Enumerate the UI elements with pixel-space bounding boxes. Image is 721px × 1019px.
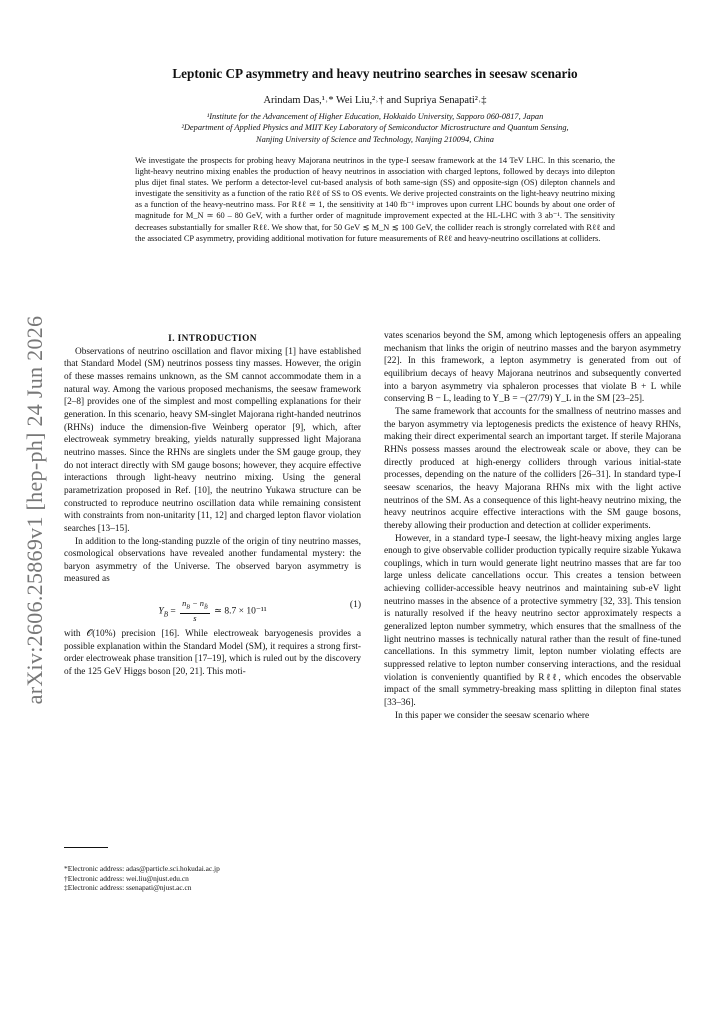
- paper-title: Leptonic CP asymmetry and heavy neutrino searches in seesaw scenario: [172, 66, 578, 81]
- arxiv-stamp-text: arXiv:2606.25869v1 [hep-ph] 24 Jun 2026: [22, 315, 47, 705]
- paragraph: In this paper we consider the seesaw scenario where: [395, 710, 590, 721]
- affiliations: [70, 111, 680, 145]
- footnote: ‡Electronic address: ssenapati@njust.ac.cn: [64, 883, 192, 893]
- paragraph: However, in a standard type-I seesaw, the light-heavy mixing angles large enough to give observable collider production typically require sizable Yukawa couplings, which in turn would generate light neutrino masses that are far too large unless delicate cancellations occur. This creates a tension between achieving collider-accessible heavy neutrinos and maintaining sub-eV light neutrino masses in the absence of a protective symmetry [32, 33]. This tension is naturally resolved if the heavy neutrino sector approximately respects a generalized lepton number symmetry, which ensures that the smallness of the light neutrino masses is technically natural rather than the result of fine-tuned cancellations. In this symmetry limit, lepton number violating effects are suppressed relative to lepton number conserving interactions, and the residual violation is conveniently quantified by Rℓℓ, which encodes the observable impact of the small symmetry-breaking mass splitting in dilepton final states [33–36].: [384, 533, 681, 709]
- equation-number: (1): [349, 600, 361, 611]
- equation-1: [64, 593, 361, 623]
- footnote: †Electronic address: wei.liu@njust.edu.cn: [64, 873, 189, 883]
- affiliation-2-cont: Nanjing University of Science and Technology, Nanjing 210094, China: [256, 134, 494, 144]
- paragraph: The same framework that accounts for the smallness of neutrino masses and the baryon asymmetry via leptogenesis predicts the existence of heavy RHNs, making their direct experimental search an important target. If sterile Majorana RHNs possess masses around the electroweak scale or above, they can be directly produced at high-energy colliders through various initial-state processes, depending on the nature of the colliders [26–31]. In standard type-I seesaw scenarios, the heavy Majorana RHNs mix with the light active neutrinos of the SM. As a consequence of this light-heavy neutrino mixing, the heavy neutrinos acquire effective interactions with the SM gauge bosons, thereby allowing their production and detection at collider experiments.: [384, 406, 681, 531]
- left-column: [64, 333, 361, 679]
- section-heading: I. INTRODUCTION: [168, 334, 257, 344]
- author-list: Arindam Das,¹˒* Wei Liu,²˒† and Supriya Senapati²˒‡: [263, 95, 487, 106]
- affiliation-2: ²Department of Applied Physics and MIIT Key Laboratory of Semiconductor Microstructure and Quantum Sensing,: [181, 123, 569, 133]
- footnote-divider: [64, 847, 108, 848]
- abstract: We investigate the prospects for probing heavy Majorana neutrinos in the type-I seesaw framework at the 14 TeV LHC. In this scenario, the light-heavy neutrino mixing enables the production of heavy neutrinos in association with charged leptons, followed by decays into dilepton plus dijet final states. We perform a detector-level cut-based analysis of both same-sign (SS) and opposite-sign (OS) dilepton channels and investigate the sensitivity as a function of the ratio Rℓℓ of SS to OS events. We derive projected constraints on the light-heavy neutrino mixing as a function of the heavy-neutrino mass. For Rℓℓ ≃ 1, the sensitivity at 140 fb⁻¹ improves upon current LHC bounds by about one order of magnitude for M_N ≃ 60 – 80 GeV, with a further order of magnitude improvement expected at the HL-LHC with 3 ab⁻¹. The sensitivity decreases substantially for smaller Rℓℓ. We show that, for 50 GeV ≲ M_N ≲ 100 GeV, the collider reach is strongly correlated with Rℓℓ and the associated CP asymmetry, providing additional motivation for future measurements of Rℓℓ and heavy-neutrino oscillations at colliders.: [135, 156, 615, 243]
- paragraph: with 𝒪(10%) precision [16]. While electroweak baryogenesis provides a possible explanation within the Standard Model (SM), it requires a strong first-order electroweak phase transition [17–19], which is ruled out by the discovery of the 125 GeV Higgs boson [20, 21]. This moti-: [64, 629, 361, 678]
- paragraph: vates scenarios beyond the SM, among which leptogenesis offers an appealing mechanism that links the origin of neutrino masses and the baryon asymmetry [22]. In this framework, a lepton asymmetry is generated from out of equilibrium decays of heavy Majorana neutrinos and subsequently converted into a baryon asymmetry via sphaleron processes that violate B + L while conserving B − L, leading to Y_B = −(27/79) Y_L in the SM [23–25].: [384, 331, 681, 405]
- affiliation-1: ¹Institute for the Advancement of Higher Education, Hokkaido University, Sapporo 060-0817, Japan: [206, 112, 544, 121]
- equation-fraction: $\frac{n_B - n_{B̄}}{s}$: [182, 599, 208, 623]
- right-column: [384, 330, 681, 722]
- footnote: *Electronic address: adas@particle.sci.hokudai.ac.jp: [64, 864, 220, 873]
- equation-body: $Y_B$ = $\frac{n_B - n_{B̄}}{s}$ ≃ 8.7 × 10⁻¹¹: [158, 599, 267, 623]
- paragraph: Observations of neutrino oscillation and flavor mixing [1] have established that Standard Model (SM) neutrinos possess tiny masses. However, the origin of these masses remains unknown, as the SM cannot accommodate them in a natural way. Among the various proposed mechanisms, the seesaw framework [2–8] provides one of the simplest and most compelling explanations for their generation. In this scenario, heavy SM-singlet Majorana right-handed neutrinos (RHNs) induce the dimension-five Weinberg operator [9], which, after electroweak symmetry breaking, yields naturally suppressed light Majorana neutrino masses. Since the RHNs are singlets under the SM gauge group, they do not interact directly with SM gauge bosons; however, they acquire effective interactions through light-heavy neutrino mixing. Using the general parametrization proposed in Ref. [10], the neutrino Yukawa structure can be constructed to reproduce neutrino oscillation data while remaining consistent with constraints from non-unitarity [11, 12] and charged lepton flavor violation searches [13–15].: [64, 346, 361, 534]
- footnotes: [64, 864, 364, 893]
- paragraph: In addition to the long-standing puzzle of the origin of tiny neutrino masses, cosmological observations have revealed another fundamental mystery: the baryon asymmetry of the Universe. The observed baryon asymmetry is measured as: [64, 536, 361, 585]
- arxiv-stamp: [18, 290, 52, 730]
